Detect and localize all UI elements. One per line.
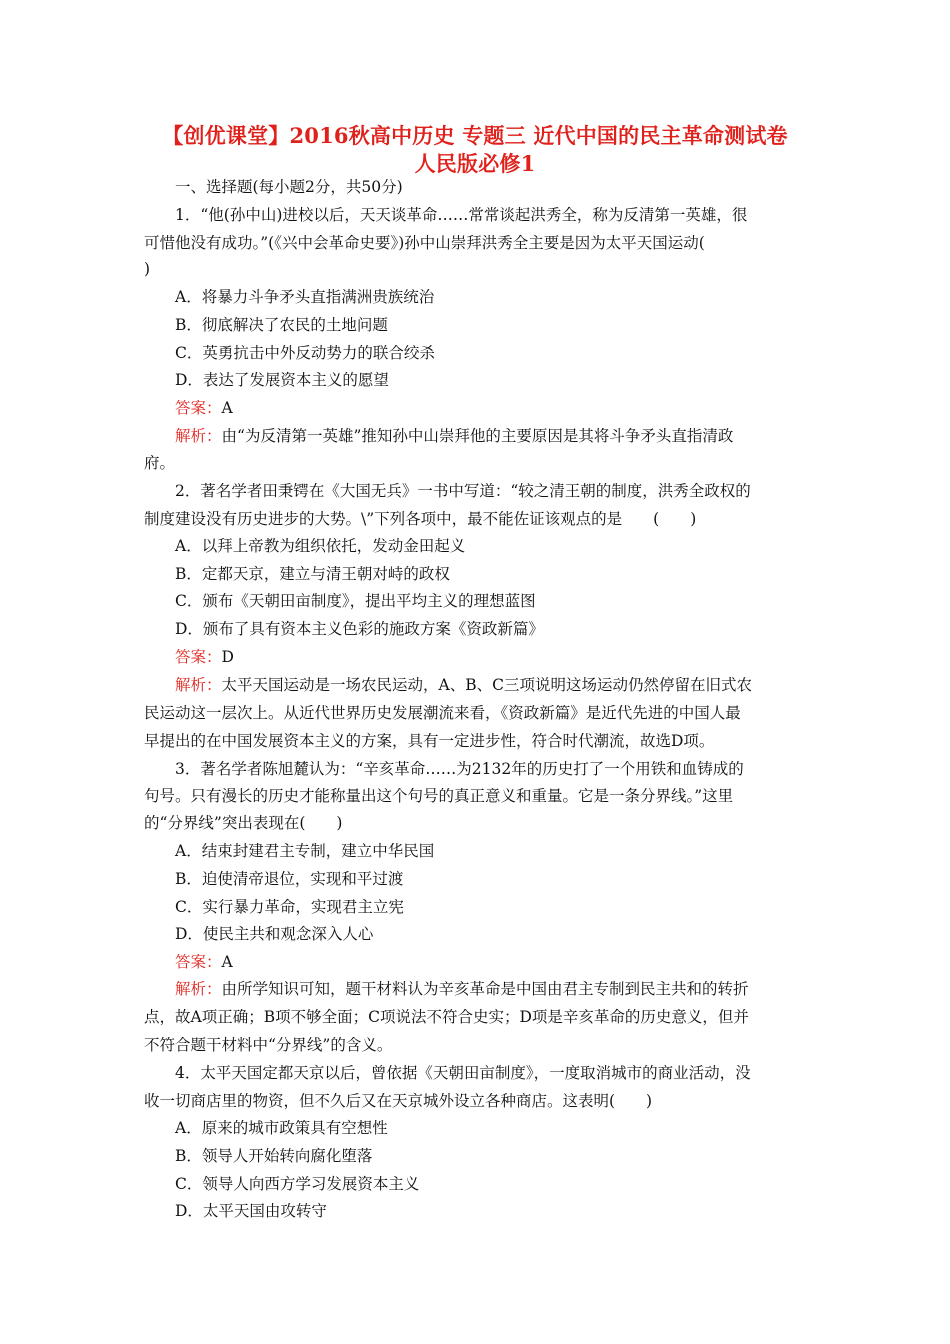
q3-stem-line2: 句号。只有漫长的历史才能称量出这个句号的真正意义和重量。它是一条分界线。”这里 <box>144 787 734 805</box>
q3-answer <box>175 948 808 976</box>
q1-stem-line3: ) <box>144 260 151 278</box>
q2-analysis-line1 <box>175 671 808 699</box>
q3-analysis-line2: 点，故A项正确；B项不够全面；C项说法不符合史实；D项是辛亥革命的历史意义，但并 <box>144 1008 749 1026</box>
q3-answer-value: A <box>221 953 233 971</box>
document-title-line2: 人民版必修1 <box>414 151 536 176</box>
q4-stem-line2: 收一切商店里的物资，但不久后又在天京城外设立各种商店。这表明( ) <box>144 1092 653 1110</box>
q2-answer-label: 答案： <box>175 648 222 666</box>
q3-option-c: C．实行暴力革命，实现君主立宪 <box>175 898 404 916</box>
q1-answer-label: 答案： <box>175 399 222 417</box>
q2-option-b: B．定都天京，建立与清王朝对峙的政权 <box>175 565 450 583</box>
q1-option-d: D．表达了发展资本主义的愿望 <box>175 371 389 389</box>
q1-analysis-line2: 府。 <box>144 454 176 472</box>
q2-analysis-text1: 太平天国运动是一场农民运动，A、B、C三项说明这场运动仍然停留在旧式农 <box>221 676 752 694</box>
q2-stem-line2: 制度建设没有历史进步的大势。\”下列各项中，最不能佐证该观点的是 ( ) <box>144 510 697 528</box>
q2-answer <box>175 643 808 671</box>
q3-analysis-label: 解析： <box>175 980 222 998</box>
q2-analysis-label: 解析： <box>175 676 222 694</box>
q4-option-c: C．领导人向西方学习发展资本主义 <box>175 1175 420 1193</box>
q4-option-d: D．太平天国由攻转守 <box>175 1202 327 1220</box>
q2-analysis-line2: 民运动这一层次上。从近代世界历史发展潮流来看，《资政新篇》是近代先进的中国人最 <box>144 704 741 722</box>
q3-option-d: D．使民主共和观念深入人心 <box>175 925 374 943</box>
q3-analysis-line3: 不符合题干材料中“分界线”的含义。 <box>144 1036 393 1054</box>
section-heading: 一、选择题(每小题2分，共50分) <box>175 178 403 196</box>
q2-answer-value: D <box>221 648 234 666</box>
q3-option-b: B．迫使清帝退位，实现和平过渡 <box>175 870 404 888</box>
q4-stem-line1: 4．太平天国定都天京以后，曾依据《天朝田亩制度》，一度取消城市的商业活动，没 <box>175 1064 751 1082</box>
q1-analysis-text1: 由“为反清第一英雄”推知孙中山崇拜他的主要原因是其将斗争矛头直指清政 <box>221 427 734 445</box>
q3-answer-label: 答案： <box>175 953 222 971</box>
q1-analysis-label: 解析： <box>175 427 222 445</box>
q3-analysis-text1: 由所学知识可知，题干材料认为辛亥革命是中国由君主专制到民主共和的转折 <box>221 980 749 998</box>
q4-option-a: A．原来的城市政策具有空想性 <box>175 1119 388 1137</box>
q1-option-a: A．将暴力斗争矛头直指满洲贵族统治 <box>175 288 435 306</box>
q3-option-a: A．结束封建君主专制，建立中华民国 <box>175 842 435 860</box>
q3-analysis-line1 <box>175 975 808 1003</box>
q1-option-c: C．英勇抗击中外反动势力的联合绞杀 <box>175 344 435 362</box>
q2-analysis-line3: 早提出的在中国发展资本主义的方案，具有一定进步性，符合时代潮流，故选D项。 <box>144 732 715 750</box>
q2-option-c: C．颁布《天朝田亩制度》，提出平均主义的理想蓝图 <box>175 592 536 610</box>
q1-answer-value: A <box>221 399 233 417</box>
q2-option-a: A．以拜上帝教为组织依托，发动金田起义 <box>175 537 466 555</box>
q3-stem-line1: 3．著名学者陈旭麓认为：“辛亥革命……为2132年的历史打了一个用铁和血铸成的 <box>175 760 744 778</box>
q1-answer <box>175 394 808 422</box>
document-title-line1: 【创优课堂】2016秋高中历史 专题三 近代中国的民主革命测试卷 <box>162 123 788 148</box>
q3-stem-line3: 的“分界线”突出表现在( ) <box>144 814 343 832</box>
q1-stem-line1: 1．“他(孙中山)进校以后，天天谈革命……常常谈起洪秀全，称为反清第一英雄，很 <box>175 206 748 224</box>
q2-option-d: D．颁布了具有资本主义色彩的施政方案《资政新篇》 <box>175 620 544 638</box>
q1-analysis-line1 <box>175 422 808 450</box>
q1-option-b: B．彻底解决了农民的土地问题 <box>175 316 388 334</box>
q2-stem-line1: 2．著名学者田秉锷在《大国无兵》一书中写道：“较之清王朝的制度，洪秀全政权的 <box>175 482 751 500</box>
q4-option-b: B．领导人开始转向腐化堕落 <box>175 1147 373 1165</box>
q1-stem-line2: 可惜他没有成功。”(《兴中会革命史要》)孙中山崇拜洪秀全主要是因为太平天国运动( <box>144 234 705 252</box>
